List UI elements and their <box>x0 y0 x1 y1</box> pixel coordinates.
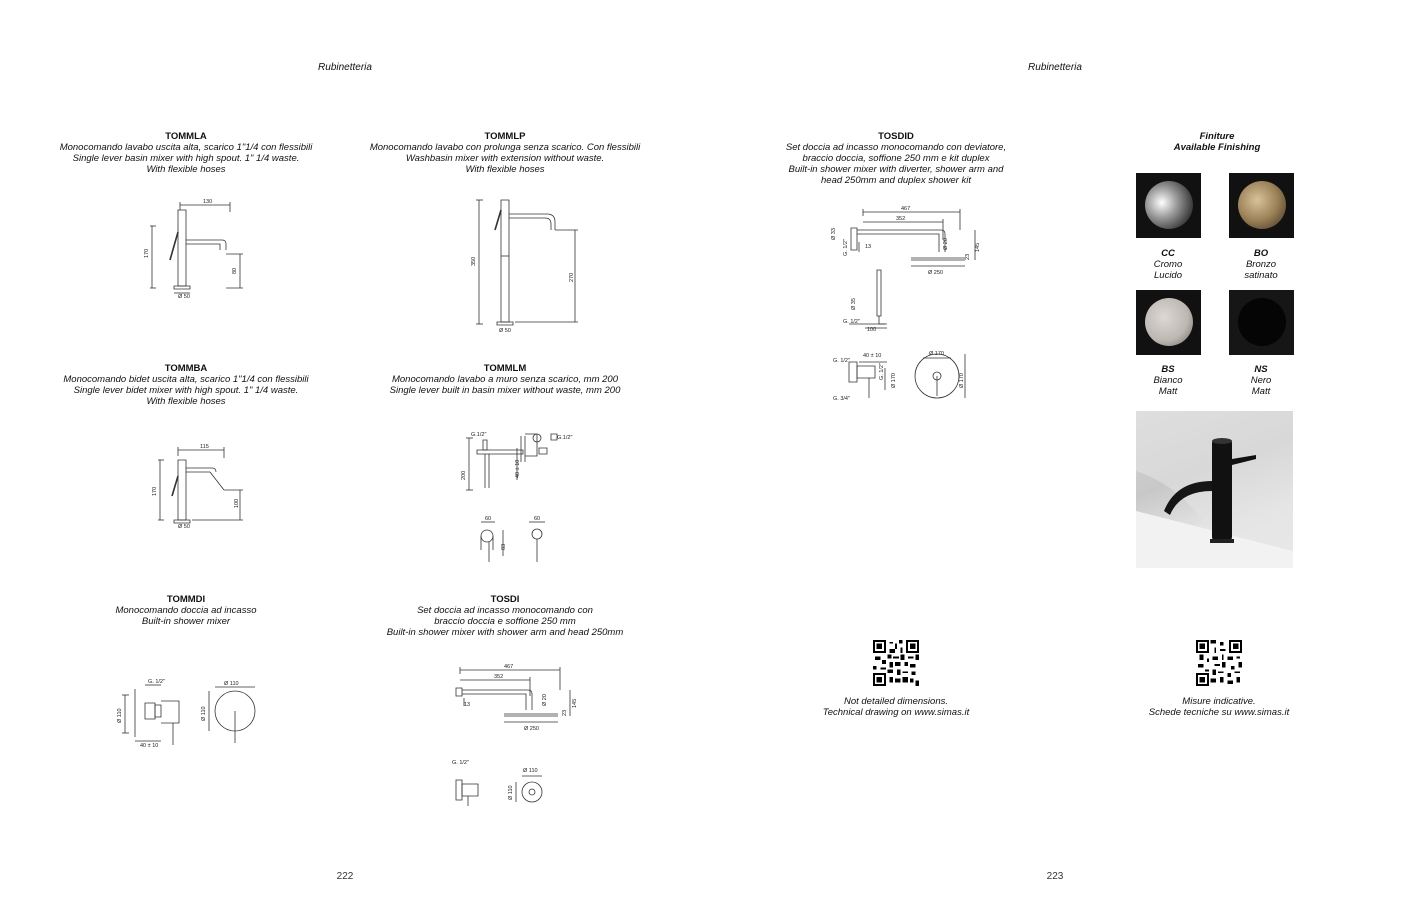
dim-label: 467 <box>504 664 514 670</box>
dim-label: 145 <box>572 698 578 708</box>
swatch-bronzo-satinato <box>1229 173 1294 238</box>
product-description: Monocomando lavabo con prolunga senza scarico. Con flessibili Washbasin mixer with extension without waste. With flexible hoses <box>369 142 641 175</box>
dim-label: G. 1/2" <box>148 679 165 685</box>
dim-label: 352 <box>494 674 504 680</box>
dim-label: Ø 35 <box>851 298 857 310</box>
dim-label: 170 <box>152 486 158 496</box>
dim-label: G. 1/2" <box>452 760 469 766</box>
qr-code-icon[interactable] <box>873 640 919 686</box>
dim-label: Ø 170 <box>929 351 944 357</box>
finish-code: BS <box>1161 364 1175 375</box>
product-description: Monocomando bidet uscita alta, scarico 1"1/4 con flessibili Single lever bidet mixer with high spout. 1" 1/4 waste. With flexible hoses <box>63 374 309 407</box>
product-code: TOMMLA <box>165 131 207 142</box>
product-description: Monocomando lavabo uscita alta, scarico 1"1/4 con flessibili Single lever basin mixer with high spout. 1" 1/4 waste. With flexible hoses <box>59 142 313 175</box>
swatch-bianco-matt <box>1136 290 1201 355</box>
dim-label: 23 <box>965 253 971 260</box>
dim-label: 23 <box>562 709 568 716</box>
dim-label: Ø 110 <box>508 785 514 800</box>
dim-label: 352 <box>896 216 906 222</box>
dim-label: 83 <box>501 543 507 550</box>
swatch-nero-matt <box>1229 290 1294 355</box>
finish-name: Cromo Lucido <box>1153 259 1183 281</box>
qr-code-icon[interactable] <box>1196 640 1242 686</box>
dim-label: 115 <box>200 444 209 450</box>
product-tommlm <box>355 363 655 396</box>
product-tosdi <box>355 594 655 638</box>
finish-label-cc <box>1123 248 1213 281</box>
product-code: TOSDI <box>490 594 520 605</box>
product-tommdi <box>36 594 336 627</box>
dim-label: 60 <box>534 516 541 522</box>
dim-label: G. 1/2" <box>879 363 885 380</box>
dim-label: Ø 110 <box>224 681 239 687</box>
dim-label: Ø 250 <box>524 726 539 732</box>
dim-label: G.1/2" <box>471 432 487 438</box>
tosdid-drawing <box>825 200 985 405</box>
tommlm-drawing <box>455 428 585 573</box>
dim-label: G.1/2" <box>557 435 573 441</box>
product-tommba <box>36 363 336 407</box>
finish-name: Bianco Matt <box>1153 375 1183 397</box>
dim-label: Ø 20 <box>542 694 548 706</box>
finishes-heading <box>1117 131 1317 153</box>
matt-black-mixer-image <box>1136 411 1293 568</box>
dim-label: Ø 50 <box>499 328 511 334</box>
finish-label-bs <box>1123 364 1213 397</box>
dim-label: 80 <box>232 267 238 274</box>
product-tosdid <box>746 131 1046 186</box>
note-misure-indicative: Misure indicative. Schede tecniche su www.simas.it <box>1148 696 1290 718</box>
dim-label: 100 <box>234 498 240 508</box>
product-code: TOMMBA <box>164 363 208 374</box>
dim-label: 40 ± 10 <box>515 459 521 478</box>
product-description: Monocomando lavabo a muro senza scarico, mm 200 Single lever built in basin mixer without waste, mm 200 <box>389 374 621 396</box>
dim-label: G. 1/2" <box>843 239 849 256</box>
product-description: Monocomando doccia ad incasso Built-in shower mixer <box>115 605 257 627</box>
left-page-header: Rubinetteria <box>318 62 372 73</box>
dim-label: 100 <box>867 327 877 333</box>
dim-label: G. 1/2" <box>833 358 850 364</box>
dim-label: G. 3/4" <box>833 396 850 402</box>
finishes-subtitle: Available Finishing <box>1173 142 1261 153</box>
dim-label: Ø 110 <box>201 706 207 721</box>
finish-name: Bronzo satinato <box>1244 259 1278 281</box>
tosdi-drawing <box>440 660 590 810</box>
dim-label: 270 <box>569 272 575 282</box>
dim-label: 60 <box>485 516 492 522</box>
product-code: TOMMLM <box>483 363 527 374</box>
dim-label: 40 ± 10 <box>863 353 882 359</box>
right-page-header: Rubinetteria <box>1028 62 1082 73</box>
note-not-detailed-dimensions: Not detailed dimensions. Technical drawing on www.simas.it <box>822 696 970 718</box>
tommlp-drawing <box>465 196 585 336</box>
tommdi-drawing <box>115 675 265 755</box>
dim-label: G. 1/2" <box>843 319 860 325</box>
finish-label-ns <box>1216 364 1306 397</box>
dim-label: 200 <box>461 470 467 480</box>
dim-label: Ø 33 <box>831 228 837 240</box>
tommla-drawing <box>140 198 250 300</box>
dim-label: 13 <box>464 702 471 708</box>
dim-label: Ø 170 <box>891 373 897 388</box>
finish-label-bo <box>1216 248 1306 281</box>
dim-label: Ø 50 <box>178 524 190 530</box>
product-description: Set doccia ad incasso monocomando con deviatore, braccio doccia, soffione 250 mm e kit duplex Built-in shower mixer with diverter, shower arm and head 250mm and duplex shower kit <box>785 142 1007 186</box>
product-code: TOMMLP <box>484 131 526 142</box>
finishes-title: Finiture <box>1199 131 1235 142</box>
product-tommla <box>36 131 336 175</box>
dim-label: Ø 110 <box>117 708 123 723</box>
product-tommlp <box>355 131 655 175</box>
dim-label: 467 <box>901 206 911 212</box>
left-page-number: 222 <box>336 871 354 882</box>
dim-label: 40 ± 10 <box>140 743 159 749</box>
finish-code: CC <box>1161 248 1175 259</box>
dim-label: Ø 50 <box>178 294 190 300</box>
dim-label: Ø 20 <box>943 238 949 250</box>
dim-label: Ø 170 <box>959 373 965 388</box>
product-description: Set doccia ad incasso monocomando con braccio doccia e soffione 250 mm Built-in shower mixer with shower arm and head 250mm <box>386 605 624 638</box>
dim-label: 13 <box>865 244 872 250</box>
finish-code: BO <box>1253 248 1269 259</box>
product-code: TOSDID <box>878 131 914 142</box>
dim-label: 130 <box>203 199 213 205</box>
dim-label: 145 <box>975 242 981 252</box>
swatch-cromo-lucido <box>1136 173 1201 238</box>
dim-label: Ø 110 <box>523 768 538 774</box>
finish-code: NS <box>1254 364 1268 375</box>
product-code: TOMMDI <box>166 594 206 605</box>
right-page-number: 223 <box>1046 871 1064 882</box>
product-photo <box>1136 411 1293 568</box>
dim-label: 170 <box>144 248 150 258</box>
tommba-drawing <box>150 440 250 532</box>
dim-label: 350 <box>471 256 477 266</box>
dim-label: Ø 250 <box>928 270 943 276</box>
finish-name: Nero Matt <box>1250 375 1272 397</box>
